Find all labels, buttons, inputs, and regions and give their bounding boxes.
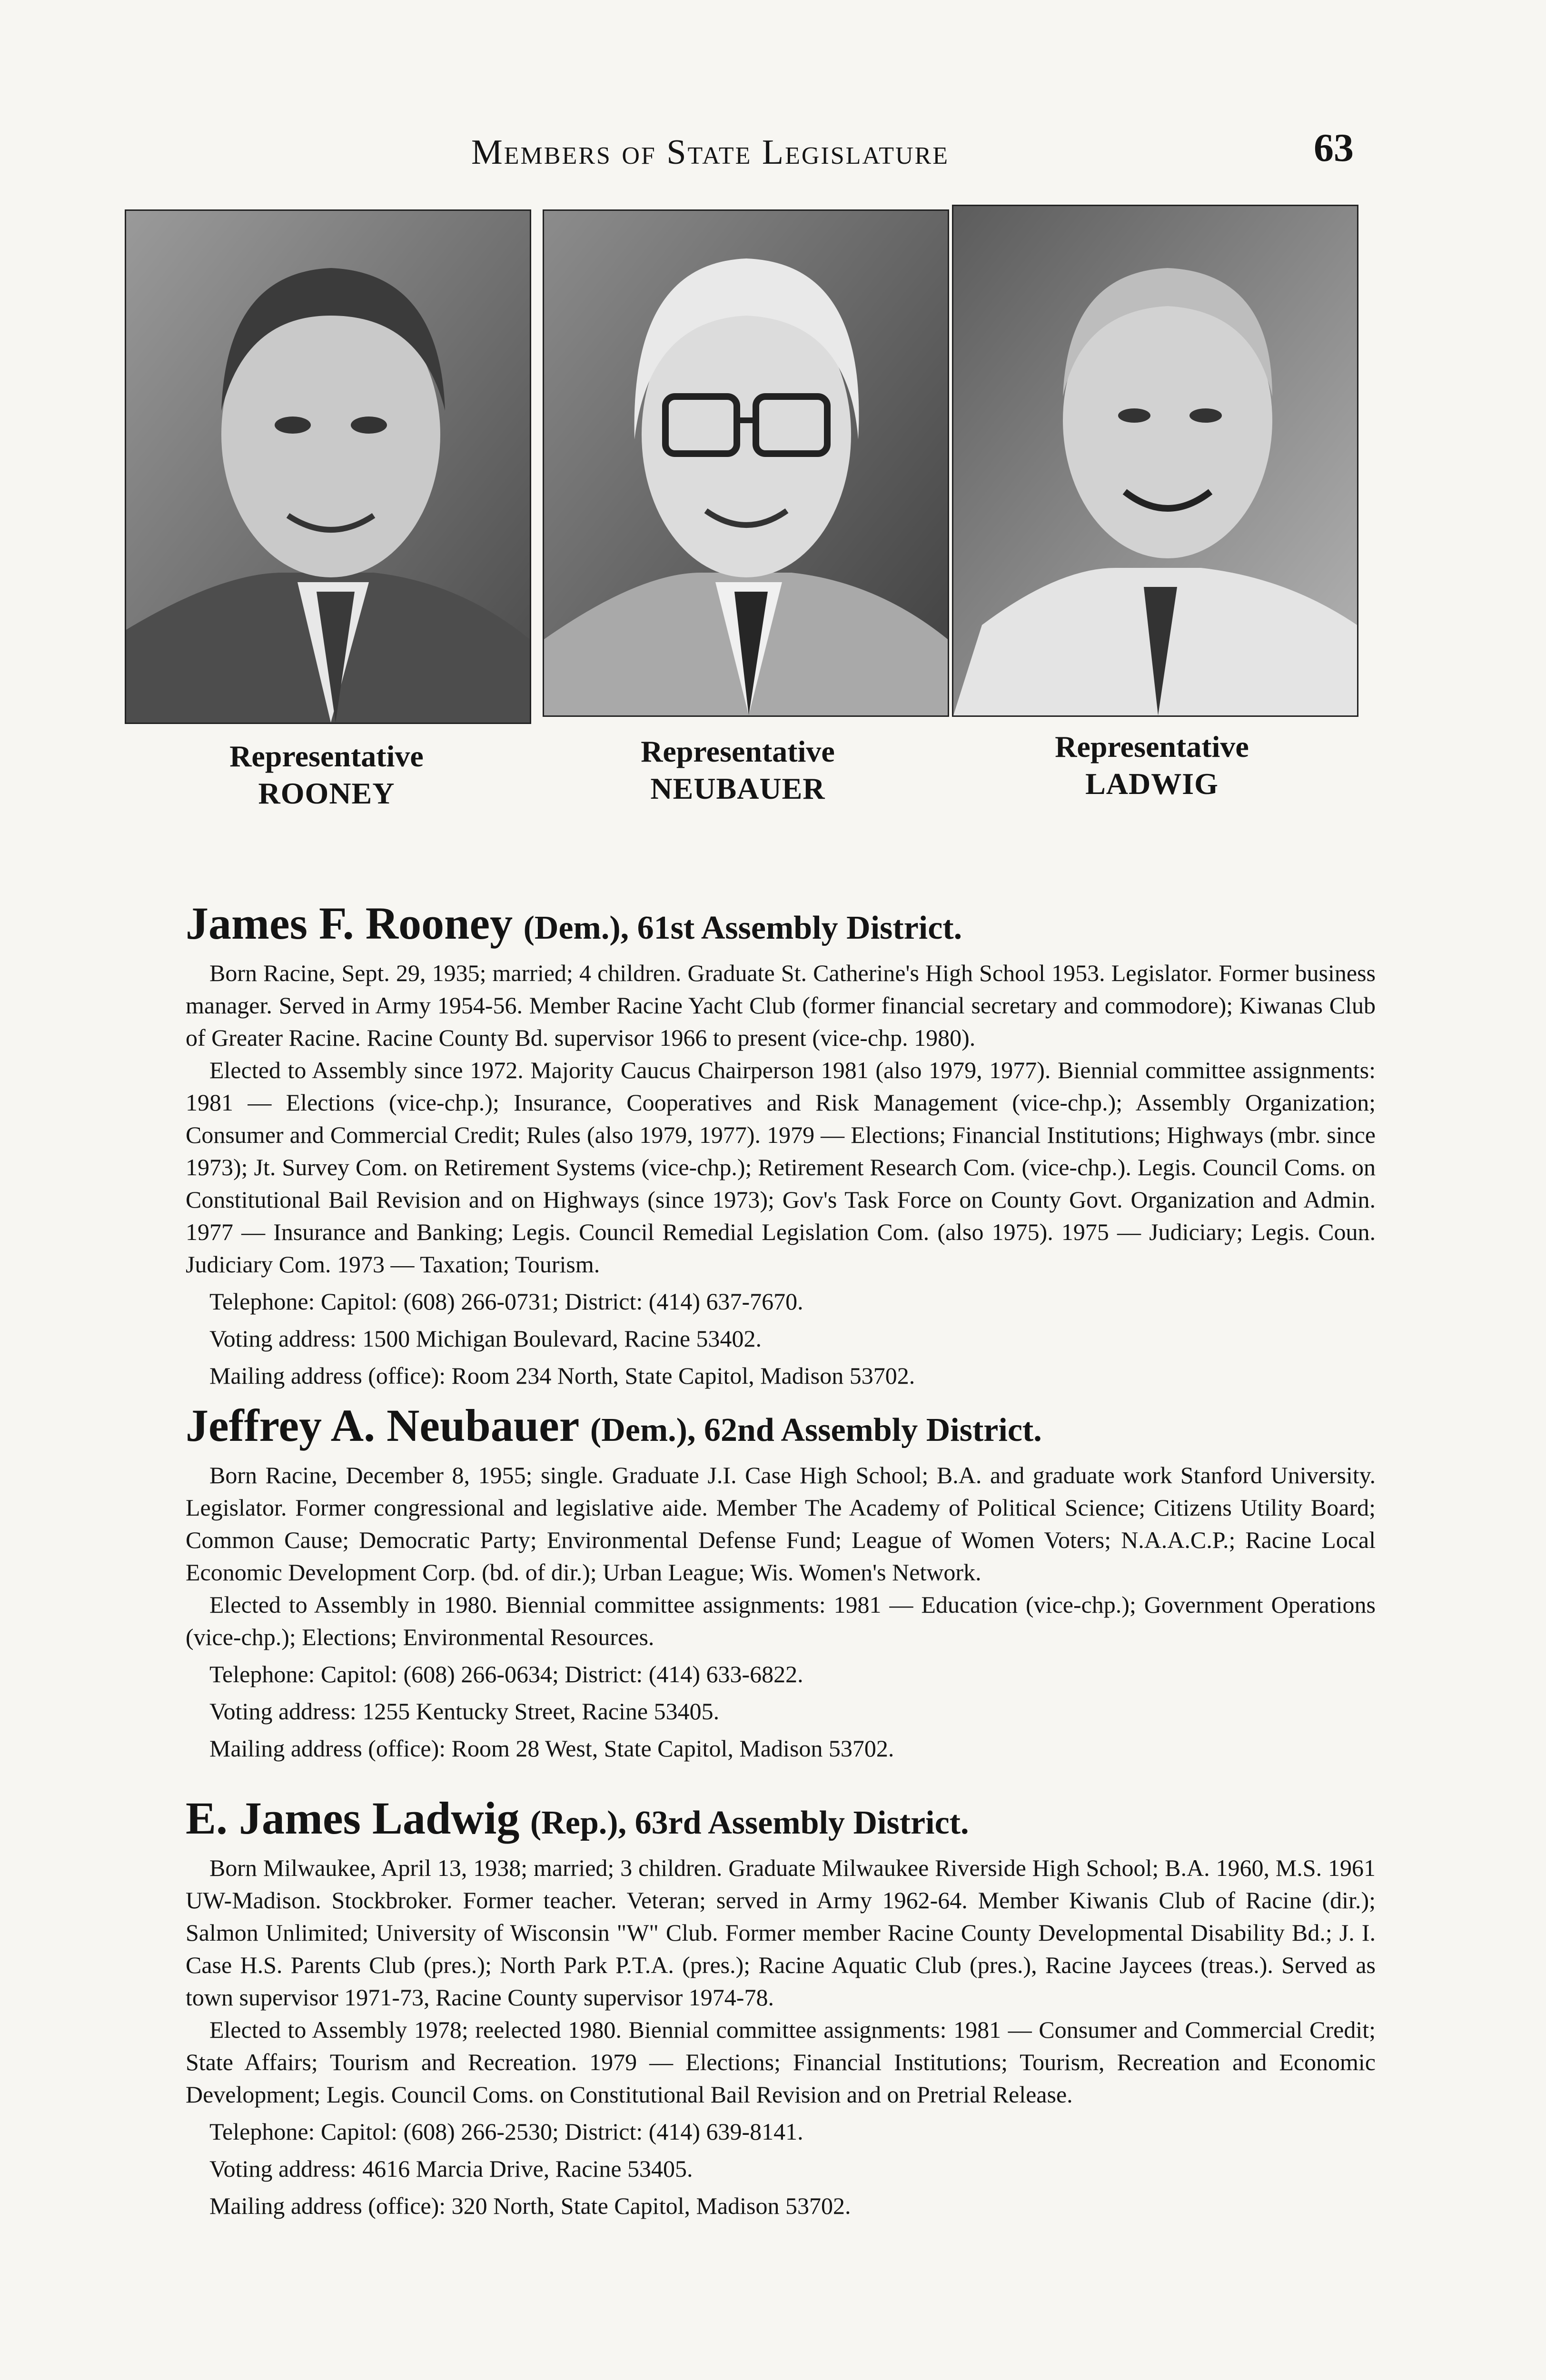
caption-role: Representative <box>641 734 835 768</box>
bio-rooney <box>186 900 1376 1392</box>
caption-role: Representative <box>1055 730 1249 764</box>
member-district: , 61st Assembly District. <box>620 910 962 946</box>
caption-ladwig <box>998 728 1306 803</box>
member-name: Jeffrey A. Neubauer <box>186 1400 580 1451</box>
member-party: (Dem.) <box>523 910 621 946</box>
member-party: (Rep.) <box>530 1805 618 1841</box>
bio-born: Born Racine, Sept. 29, 1935; married; 4 children. Graduate St. Catherine's High School 1953. Legislator. Former business manager. Served in Army 1954-56. Member Racine Yacht Club (former financial secretary and commodore); Kiwanas Club of Greater Racine. Racine County Bd. supervisor 1966 to present (vice-chp. 1980). <box>186 960 1376 1051</box>
portrait-row <box>0 209 1546 828</box>
bio-born: Born Racine, December 8, 1955; single. Graduate J.I. Case High School; B.A. and graduate work Stanford University. Legislator. Former congressional and legislative aide. Member The Academy of Political Science; Citizens Utility Board; Common Cause; Democratic Party; Environmental Defense Fund; League of Women Voters; N.A.A.C.P.; Racine Local Economic Development Corp. (bd. of dir.); Urban League; Wis. Women's Network. <box>186 1462 1376 1586</box>
caption-surname: NEUBAUER <box>650 772 825 805</box>
bio-ladwig <box>186 1795 1376 2222</box>
portrait-ladwig <box>952 205 1358 717</box>
bio-mailing-address: Mailing address (office): Room 28 West, State Capitol, Madison 53702. <box>209 1735 894 1762</box>
bio-voting-address: Voting address: 1500 Michigan Boulevard, Racine 53402. <box>209 1325 762 1352</box>
caption-surname: LADWIG <box>1085 767 1219 801</box>
caption-rooney <box>172 738 481 812</box>
page-header <box>0 125 1546 182</box>
bio-telephone: Telephone: Capitol: (608) 266-0731; District: (414) 637-7670. <box>209 1288 803 1315</box>
member-district: , 63rd Assembly District. <box>618 1805 969 1841</box>
member-party: (Dem.) <box>590 1412 687 1448</box>
bio-elected: Elected to Assembly since 1972. Majority Caucus Chairperson 1981 (also 1979, 1977). Biennial committee assignments: 1981 — Elections (vice-chp.); Insurance, Cooperatives and Risk Management (vice-chp.); Assembly Organization; Consumer and Commercial Credit; Rules (also 1979, 1977). 1979 — Elections; Financial Institutions; Highways (mbr. since 1973); Jt. Survey Com. on Retirement Systems (vice-chp.); Retirement Research Com. (vice-chp.). Legis. Council Coms. on Constitutional Bail Revision and on Highways (since 1973); Gov's Task Force on County Govt. Organization and Admin. 1977 — Insurance and Banking; Legis. Council Remedial Legislation Com. (also 1975). 1975 — Judiciary; Legis. Coun. Judiciary Com. 1973 — Taxation; Tourism. <box>186 1057 1376 1278</box>
caption-role: Representative <box>229 739 424 773</box>
portrait-rooney <box>125 209 531 724</box>
bio-voting-address: Voting address: 1255 Kentucky Street, Racine 53405. <box>209 1698 720 1725</box>
member-name: E. James Ladwig <box>186 1793 520 1844</box>
bio-elected: Elected to Assembly in 1980. Biennial committee assignments: 1981 — Education (vice-chp.); Government Operations (vice-chp.); Elections; Environmental Resources. <box>186 1591 1376 1650</box>
caption-neubauer <box>584 733 892 807</box>
bio-heading <box>186 900 1376 952</box>
member-name: James F. Rooney <box>186 898 513 949</box>
bio-heading <box>186 1795 1376 1847</box>
bio-voting-address: Voting address: 4616 Marcia Drive, Racine 53405. <box>209 2155 693 2182</box>
bio-telephone: Telephone: Capitol: (608) 266-0634; District: (414) 633-6822. <box>209 1661 803 1687</box>
bio-telephone: Telephone: Capitol: (608) 266-2530; District: (414) 639-8141. <box>209 2118 803 2145</box>
bio-born: Born Milwaukee, April 13, 1938; married; 3 children. Graduate Milwaukee Riverside High School; B.A. 1960, M.S. 1961 UW-Madison. Stockbroker. Former teacher. Veteran; served in Army 1962-64. Member Kiwanis Club of Racine (dir.); Salmon Unlimited; University of Wisconsin "W" Club. Former member Racine County Developmental Disability Bd.; J. I. Case H.S. Parents Club (pres.); North Park P.T.A. (pres.); Racine Aquatic Club (pres.), Racine Jaycees (treas.). Served as town supervisor 1971-73, Racine County supervisor 1974-78. <box>186 1854 1376 2011</box>
member-district: , 62nd Assembly District. <box>687 1412 1042 1448</box>
running-title: Members of State Legislature <box>471 133 949 172</box>
page-number: 63 <box>1314 126 1354 170</box>
caption-surname: ROONEY <box>258 776 395 810</box>
bio-neubauer <box>186 1402 1376 1765</box>
bio-elected: Elected to Assembly 1978; reelected 1980. Biennial committee assignments: 1981 — Consumer and Commercial Credit; State Affairs; Tourism and Recreation. 1979 — Elections; Financial Institutions; Tourism, Recreation and Economic Development; Legis. Council Coms. on Constitutional Bail Revision and on Pretrial Release. <box>186 2016 1376 2108</box>
bio-heading <box>186 1402 1376 1454</box>
portrait-neubauer <box>543 209 949 717</box>
bio-mailing-address: Mailing address (office): Room 234 North, State Capitol, Madison 53702. <box>209 1362 915 1389</box>
bio-mailing-address: Mailing address (office): 320 North, State Capitol, Madison 53702. <box>209 2192 851 2219</box>
